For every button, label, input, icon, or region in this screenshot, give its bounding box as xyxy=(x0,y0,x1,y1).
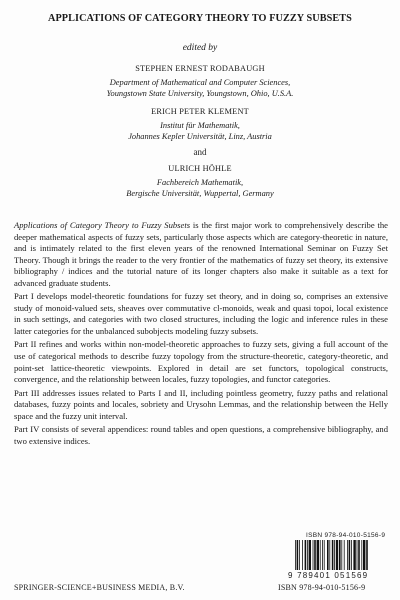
barcode-digits: 9 789401 051569 xyxy=(288,571,369,580)
description-paragraph: Part II refines and works within non-model-theoretic approaches to fuzzy sets, giving a full account of the use of categorical methods to describe fuzzy topology from the structure-theoretic, category-theoretic, and point-set lattice-theoretic viewpoints. Explored in detail are set functors, topological constructs, convergence, and the relationship between locales, fuzzy topologies, and functor categories. xyxy=(14,339,388,385)
affiliation-line: Institut für Mathematik, xyxy=(160,121,240,130)
editor-affiliation xyxy=(0,78,400,99)
isbn-footer: ISBN 978-94-010-5156-9 xyxy=(278,583,366,592)
description xyxy=(14,220,388,449)
edited-by-label: edited by xyxy=(182,43,218,53)
publisher: SPRINGER-SCIENCE+BUSINESS MEDIA, B.V. xyxy=(14,583,185,592)
isbn-small: ISBN 978-94-010-5156-9 xyxy=(306,532,386,539)
affiliation-line: Fachbereich Mathematik, xyxy=(156,178,244,187)
book-title: APPLICATIONS OF CATEGORY THEORY TO FUZZY SUBSETS xyxy=(48,13,352,24)
editor-affiliation xyxy=(0,121,400,142)
book-title-italic: Applications of Category Theory to Fuzzy Subsets xyxy=(14,220,191,230)
editor-name: STEPHEN ERNEST RODABAUGH xyxy=(135,64,265,73)
barcode-icon xyxy=(294,540,394,570)
editor-name: ERICH PETER KLEMENT xyxy=(151,107,249,116)
description-paragraph: Part IV consists of several appendices: round tables and open questions, a comprehensive bibliography, and two extensive indices. xyxy=(14,424,388,446)
description-paragraph: Part III addresses issues related to Parts I and II, including pointless geometry, fuzzy paths and relational databases, fuzzy points and locales, sobriety and Urysohn Lemmas, and the relationship between the Helly space and the fuzzy unit interval. xyxy=(14,387,388,421)
and-label: and xyxy=(193,147,207,157)
description-paragraph: Part I develops model-theoretic foundations for fuzzy set theory, and in doing so, comprises an extensive study of monoid-valued sets, sheaves over commutative cl-monoids, weak and quasi topoi, local existence in such settings, and categories with two closed structures, including the logic and inference rules in these latter categories for the unbalanced subobjects modeling fuzzy subsets. xyxy=(14,291,388,336)
affiliation-line: Bergische Universität, Wuppertal, Germany xyxy=(126,188,274,198)
affiliation-line: Department of Mathematical and Computer Sciences, xyxy=(109,78,291,87)
description-paragraph xyxy=(14,220,388,289)
affiliation-line: Youngstown State University, Youngstown, Ohio, U.S.A. xyxy=(106,88,294,98)
paragraph-text: is the first major work to comprehensively describe the deeper mathematical aspects of fuzzy sets, particularly those aspects which are category-theoretic in nature, and is intimately related to the first eleven years of the renowned International Seminar on Fuzzy Set Theory. Though it brings the reader to the very frontier of the mathematics of fuzzy set theory, its extensive bibliography / indices and the tutorial nature of its longer chapters also make it suitable as a text for advanced graduate students. xyxy=(14,220,388,288)
affiliation-line: Johannes Kepler Universität, Linz, Austria xyxy=(128,131,272,141)
editor-affiliation xyxy=(0,178,400,199)
editor-name: ULRICH HÖHLE xyxy=(168,164,232,173)
